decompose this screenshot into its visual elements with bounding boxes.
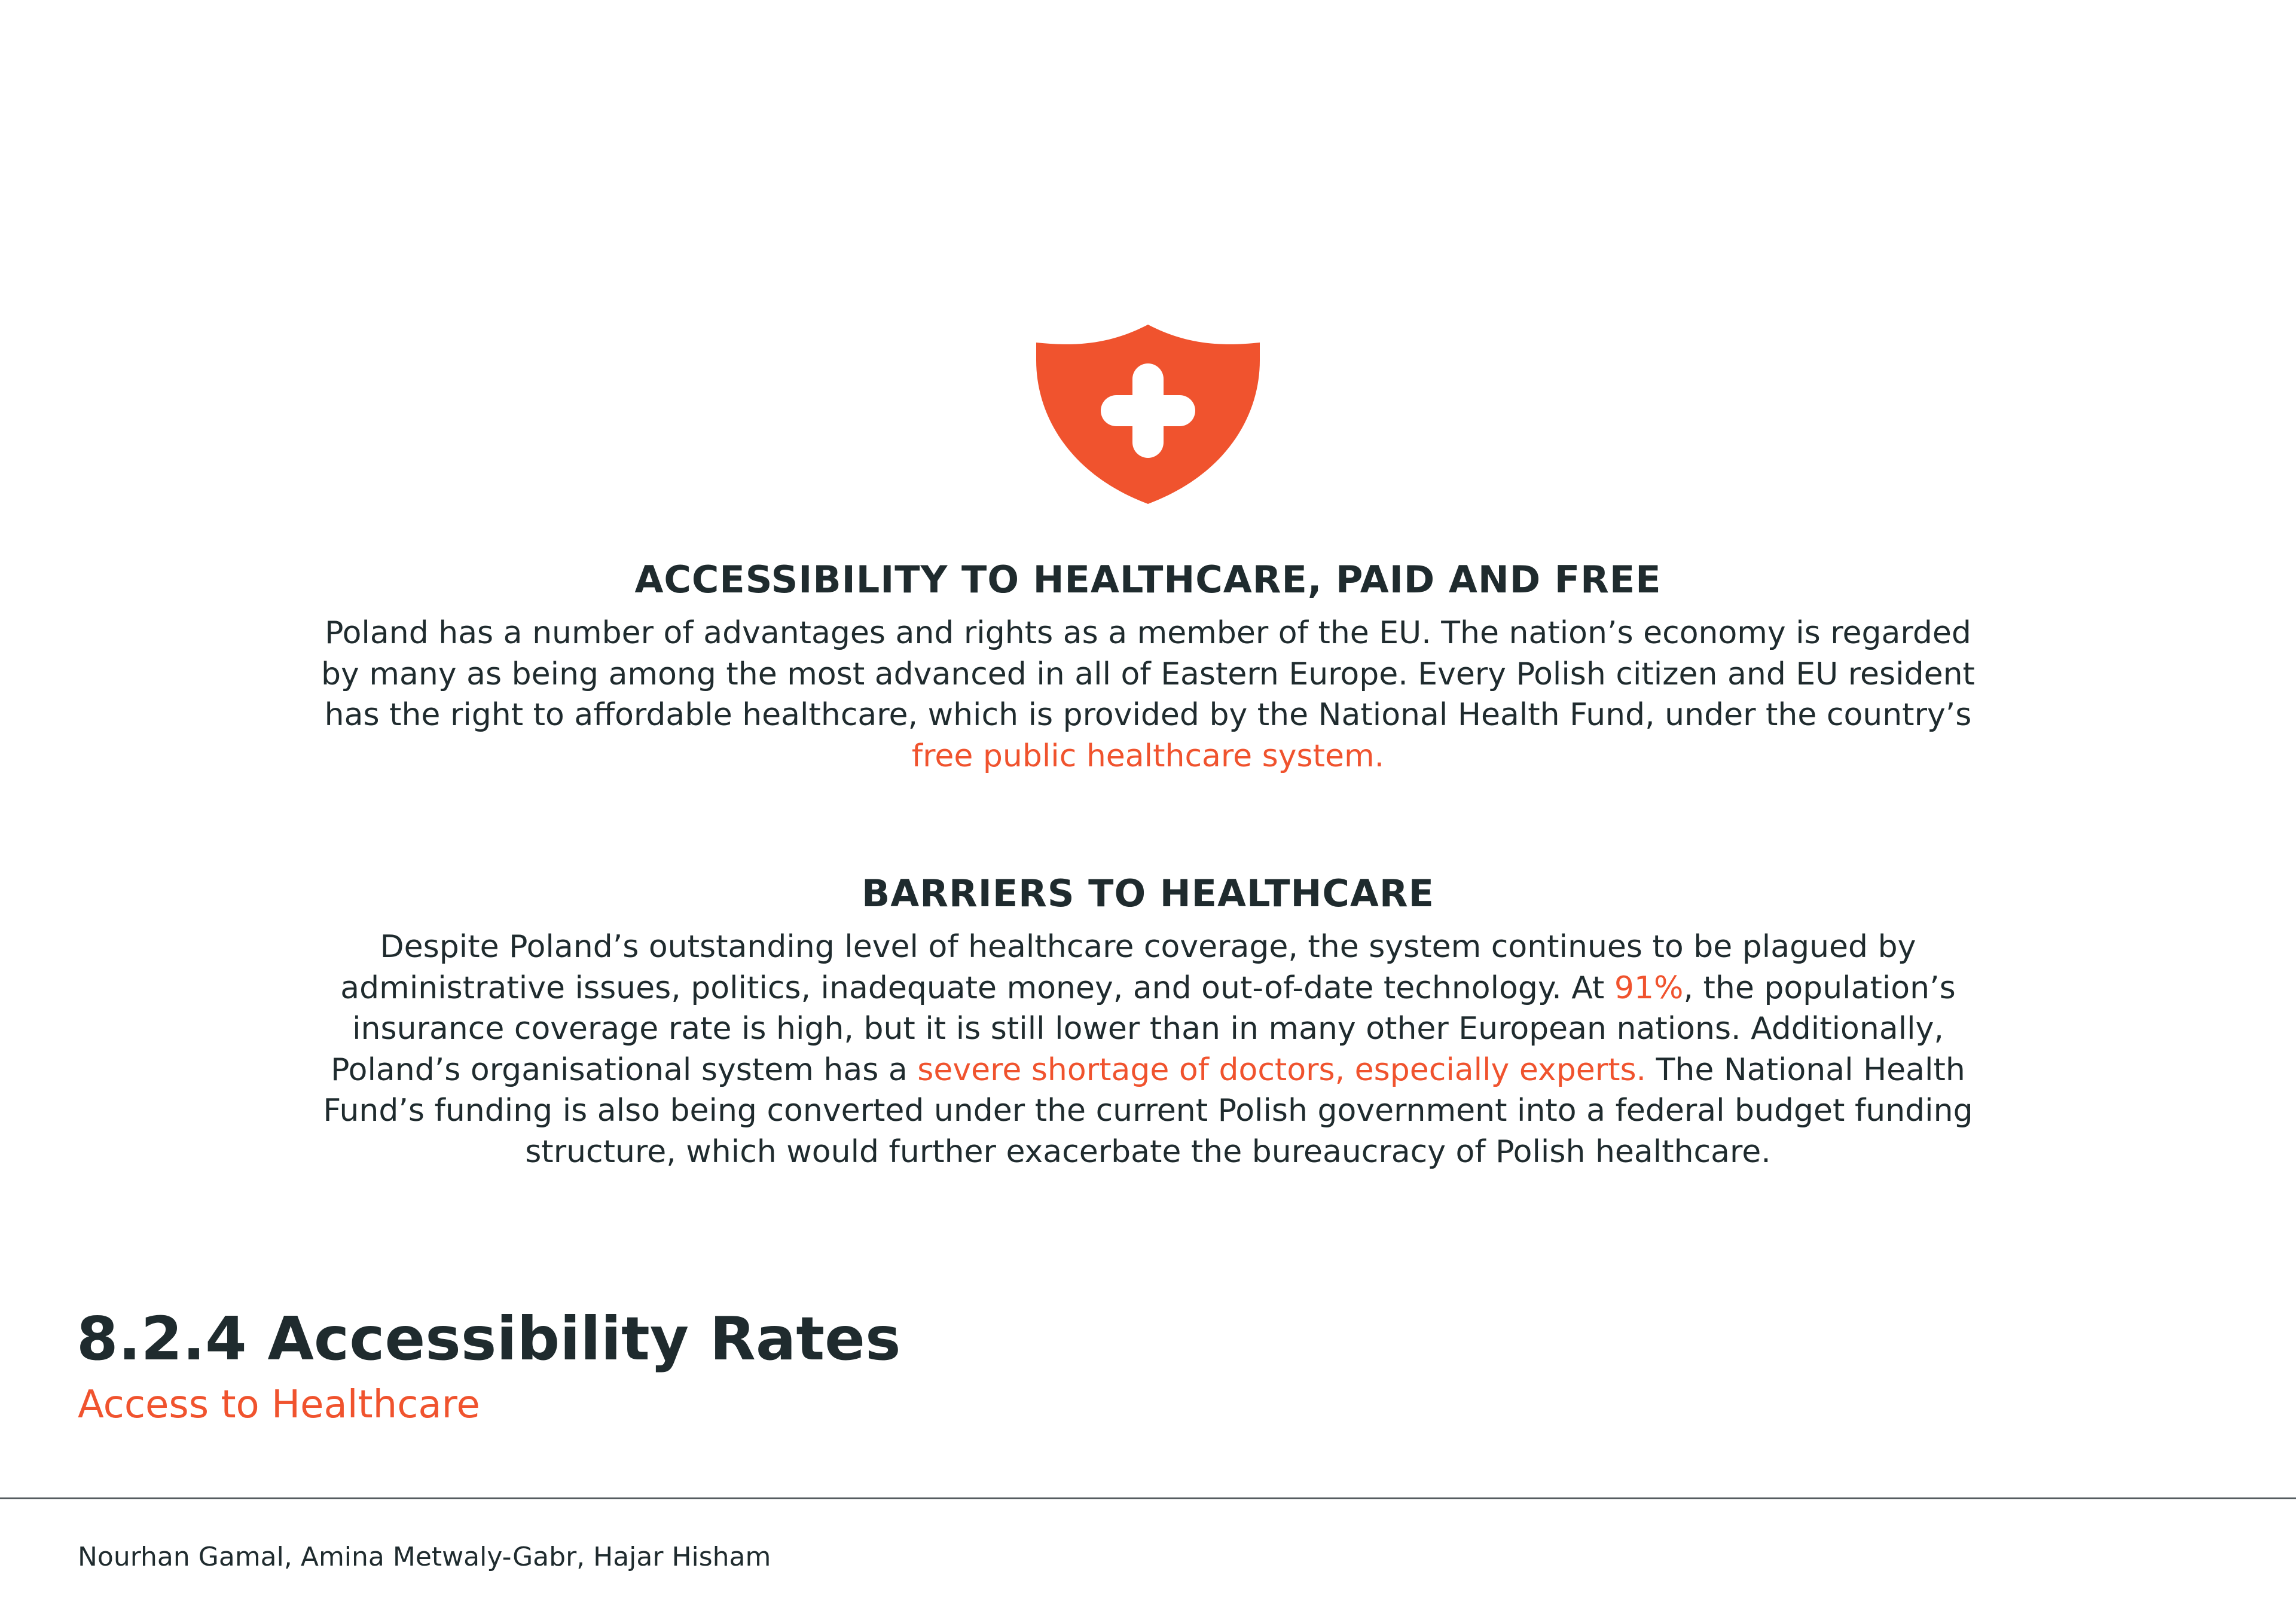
body-line: Poland has a number of advantages and rights as a member of the EU. The nation’s economy is regarded [325, 615, 1971, 651]
body-line: , the population’s [1683, 970, 1956, 1006]
highlight-doctor-shortage: severe shortage of doctors, especially experts. [917, 1052, 1647, 1088]
section-barriers [263, 867, 2033, 1172]
section-heading-accessibility: ACCESSIBILITY TO HEALTHCARE, PAID AND FREE [634, 558, 1662, 601]
highlight-coverage-rate: 91% [1614, 970, 1684, 1006]
body-line: Despite Poland’s outstanding level of healthcare coverage, the system continues to be plagued by [380, 929, 1916, 965]
body-line: The National Health [1646, 1052, 1965, 1088]
section-accessibility [263, 553, 2033, 777]
body-line: has the right to affordable healthcare, which is provided by the National Health Fund, under the country’s [324, 697, 1972, 733]
page-subtitle: Access to Healthcare [78, 1383, 480, 1427]
section-heading-barriers: BARRIERS TO HEALTHCARE [862, 872, 1434, 915]
body-line: structure, which would further exacerbate the bureaucracy of Polish healthcare. [525, 1133, 1771, 1170]
body-line: insurance coverage rate is high, but it is still lower than in many other European nations. Additionally, [352, 1011, 1944, 1047]
body-line: by many as being among the most advanced in all of Eastern Europe. Every Polish citizen and EU resident [321, 656, 1975, 692]
footer-authors: Nourhan Gamal, Amina Metwaly-Gabr, Hajar Hisham [78, 1542, 771, 1572]
body-line: administrative issues, politics, inadequate money, and out-of-date technology. At [340, 970, 1614, 1006]
body-line: Poland’s organisational system has a [331, 1052, 918, 1088]
cross-horizontal [1101, 395, 1195, 426]
highlight-free-public-healthcare: free public healthcare system. [911, 738, 1385, 774]
footer-divider [0, 1497, 2296, 1499]
page-title: 8.2.4 Accessibility Rates [77, 1304, 901, 1374]
body-line: Fund’s funding is also being converted under the current Polish government into a federal budget funding [323, 1093, 1973, 1129]
section-body-accessibility [263, 613, 2033, 777]
shield-plus-icon [1036, 325, 1260, 504]
section-body-barriers [263, 927, 2033, 1172]
